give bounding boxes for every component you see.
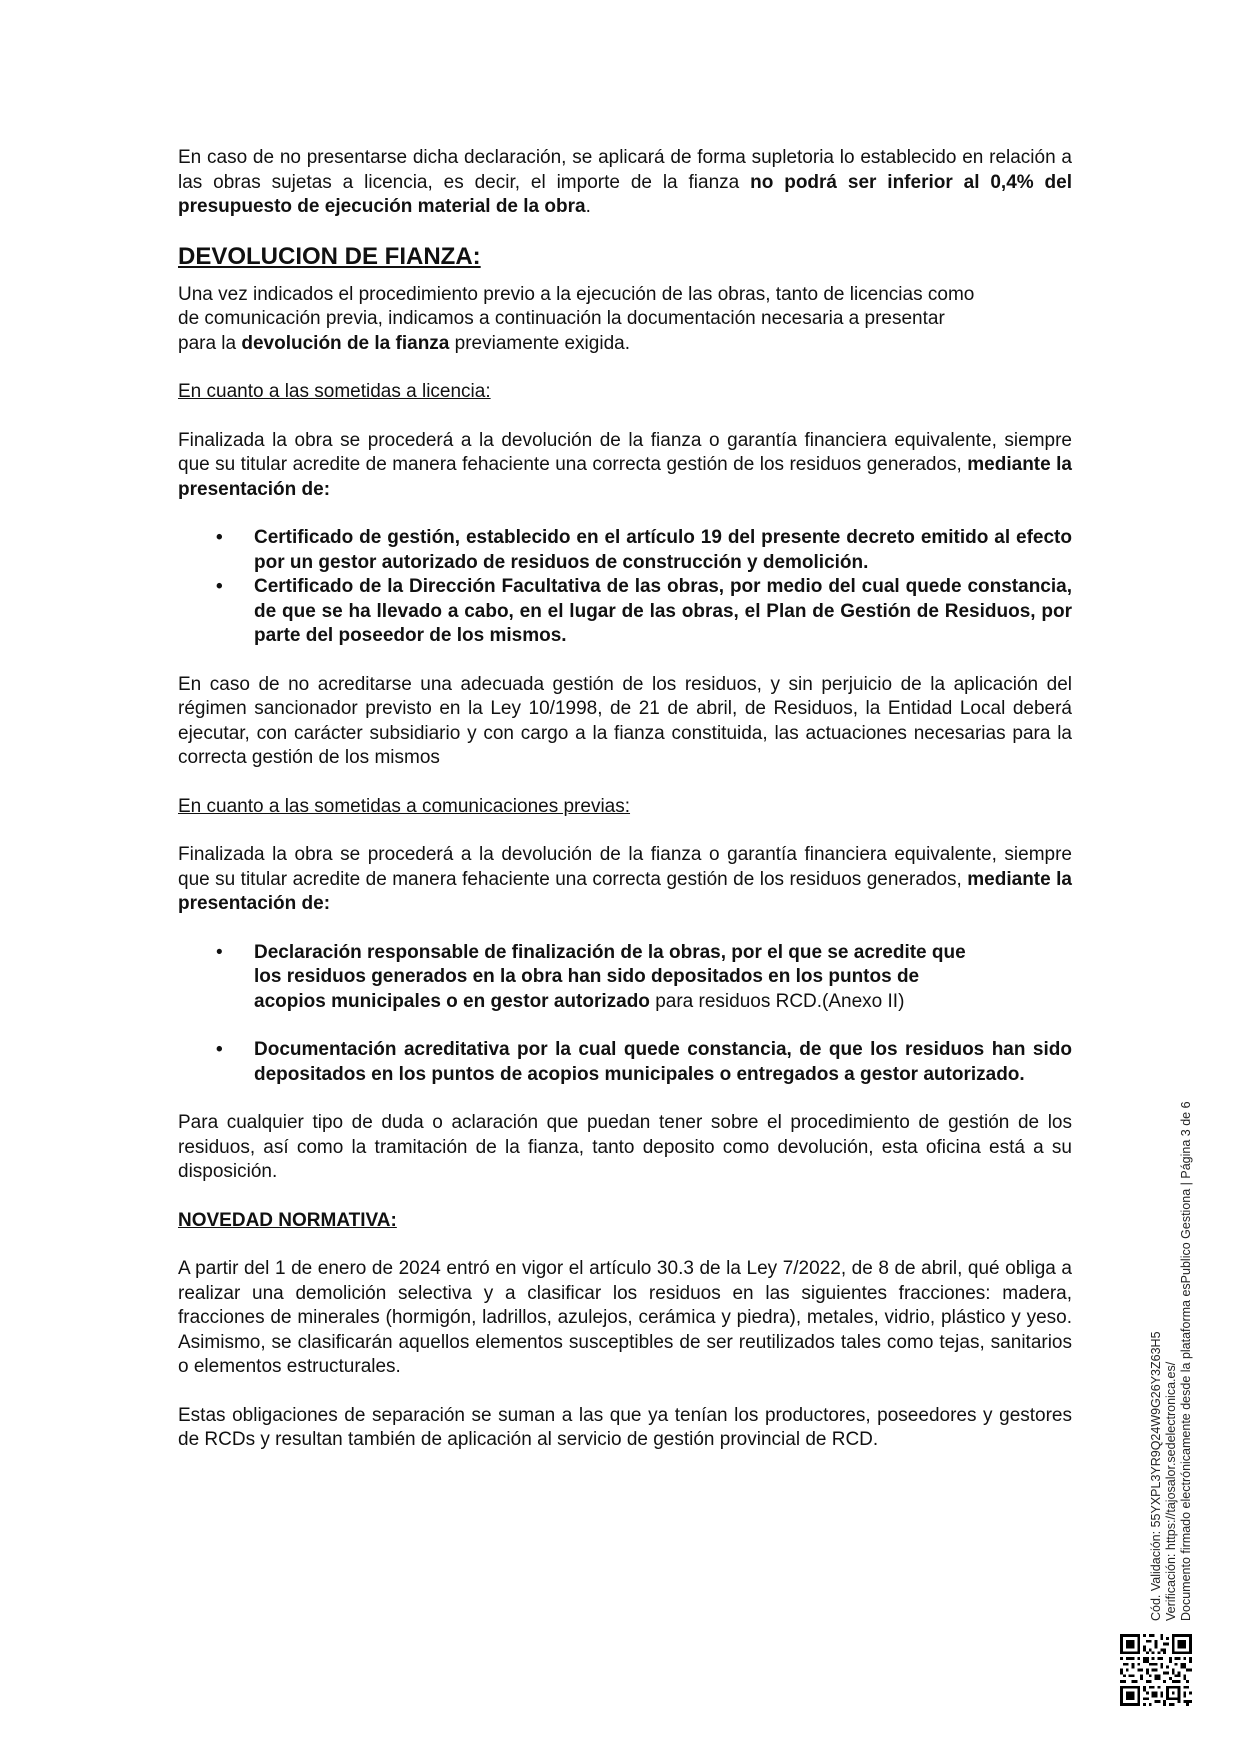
comunicacion-bold-text: mediante la presentación de: xyxy=(178,868,1072,914)
verification-url: Verificación: https://tajosalor.sedelectronica.es/ xyxy=(1164,1361,1178,1621)
comunicacion-bullet-list xyxy=(178,941,1072,1088)
qr-code-icon xyxy=(1120,1634,1192,1706)
licencia-bullet-list xyxy=(178,526,1072,649)
bullet-icon: • xyxy=(216,576,223,597)
heading-devolucion: DEVOLUCION DE FIANZA: xyxy=(178,242,481,270)
comunicacion-bullet1-line3: para residuos RCD.(Anexo II) xyxy=(649,990,905,1012)
bullet-icon: • xyxy=(216,527,223,548)
list-item xyxy=(178,941,1072,1015)
document-page xyxy=(178,146,1072,1453)
heading-novedad: NOVEDAD NORMATIVA: xyxy=(178,1209,397,1231)
subheading-licencia: En cuanto a las sometidas a licencia: xyxy=(178,381,491,402)
list-item xyxy=(178,1038,1072,1087)
comunicacion-text: Finalizada la obra se procederá a la devolución de la fianza o garantía financiera equivalente, siempre que su titular acredite de manera fehaciente una correcta gestión de los residuos generados, xyxy=(178,844,1072,890)
licencia-closing-paragraph: En caso de no acreditarse una adecuada gestión de los residuos, y sin perjuicio de la aplicación del régimen sancionador previsto en la Ley 10/1998, de 21 de abril, de Residuos, la Entidad Local deberá ejecutar, con carácter subsidiario y con cargo a la fianza constituida, las actuaciones necesarias para la correcta gestión de los mismos xyxy=(178,673,1072,768)
devolucion-intro-bold: devolución de la fianza xyxy=(241,332,450,354)
validation-sidebar xyxy=(1149,1061,1203,1621)
novedad-paragraph-2: Estas obligaciones de separación se suman a las que ya tenían los productores, poseedores y gestores de RCDs y resultan también de aplicación al servicio de gestión provincial de RCD. xyxy=(178,1404,1072,1450)
list-item xyxy=(178,526,1072,575)
novedad-paragraph-1: A partir del 1 de enero de 2024 entró en vigor el artículo 30.3 de la Ley 7/2022, de 8 de abril, qué obliga a realizar una demolición selectiva y a clasificar los residuos en las siguientes fracciones: madera, fracciones de minerales (hormigón, ladrillos, azulejos, cerámica y piedra), metales, vidrio, plástico y yeso. Asimismo, se clasificarán aquellos elementos susceptibles de ser reutilizados tales como tejas, sanitarios o elementos estructurales. xyxy=(178,1258,1072,1377)
devolucion-intro-paragraph xyxy=(178,283,1072,357)
comunicacion-bullet1-line1: Declaración responsable de finalización de la obras, por el que se acredite que xyxy=(254,941,966,963)
devolucion-intro-line2: de comunicación previa, indicamos a continuación la documentación necesaria a presentar xyxy=(178,308,945,329)
comunicacion-bullet2-text: Documentación acreditativa por la cual quede constancia, de que los residuos han sido depositados en los puntos de acopios municipales o entregados a gestor autorizado. xyxy=(254,1039,1072,1085)
bullet-icon: • xyxy=(216,1039,223,1060)
devolucion-intro-line1: Una vez indicados el procedimiento previo a la ejecución de las obras, tanto de licencias como xyxy=(178,283,975,305)
intro-period: . xyxy=(585,196,591,217)
licencia-paragraph xyxy=(178,429,1072,503)
signature-note: Documento firmado electrónicamente desde la plataforma esPublico Gestiona | Página 3 de 6 xyxy=(1179,1101,1193,1621)
devolucion-intro-line3: para la xyxy=(178,332,242,354)
comunicacion-paragraph xyxy=(178,843,1072,917)
devolucion-intro-line3-end: previamente exigida. xyxy=(449,332,630,354)
licencia-bullet-text: Certificado de gestión, establecido en el artículo 19 del presente decreto emitido al efecto por un gestor autorizado de residuos de construcción y demolición. xyxy=(254,527,1072,573)
validation-code: Cód. Validación: 55YXPL3YR9Q24W9G26Y3Z63H5 xyxy=(1149,1331,1163,1621)
intro-paragraph xyxy=(178,146,1072,220)
bullet-icon: • xyxy=(216,941,223,963)
list-item xyxy=(178,575,1072,649)
licencia-text: Finalizada la obra se procederá a la devolución de la fianza o garantía financiera equivalente, siempre que su titular acredite de manera fehaciente una correcta gestión de los residuos generados, xyxy=(178,429,1072,475)
licencia-bullet-text: Certificado de la Dirección Facultativa de las obras, por medio del cual quede constancia, de que se ha llevado a cabo, en el lugar de las obras, el Plan de Gestión de Residuos, por parte del poseedor de los mismos. xyxy=(254,576,1072,646)
intro-bold-text: no podrá ser inferior al 0,4% del presupuesto de ejecución material de la obra xyxy=(178,171,1072,217)
subheading-comunicacion: En cuanto a las sometidas a comunicaciones previas: xyxy=(178,795,631,817)
comunicacion-bullet1-line2: los residuos generados en la obra han sido depositados en los puntos de xyxy=(254,966,920,987)
closing-paragraph: Para cualquier tipo de duda o aclaración que puedan tener sobre el procedimiento de gestión de los residuos, así como la tramitación de la fianza, tanto deposito como devolución, esta oficina está a su disposición. xyxy=(178,1112,1072,1182)
intro-text: En caso de no presentarse dicha declaración, se aplicará de forma supletoria lo establecido en relación a las obras sujetas a licencia, es decir, el importe de la fianza xyxy=(178,147,1072,193)
comunicacion-bullet1-line3-bold: acopios municipales o en gestor autorizado xyxy=(254,990,650,1012)
licencia-bold-text: mediante la presentación de: xyxy=(178,454,1072,500)
